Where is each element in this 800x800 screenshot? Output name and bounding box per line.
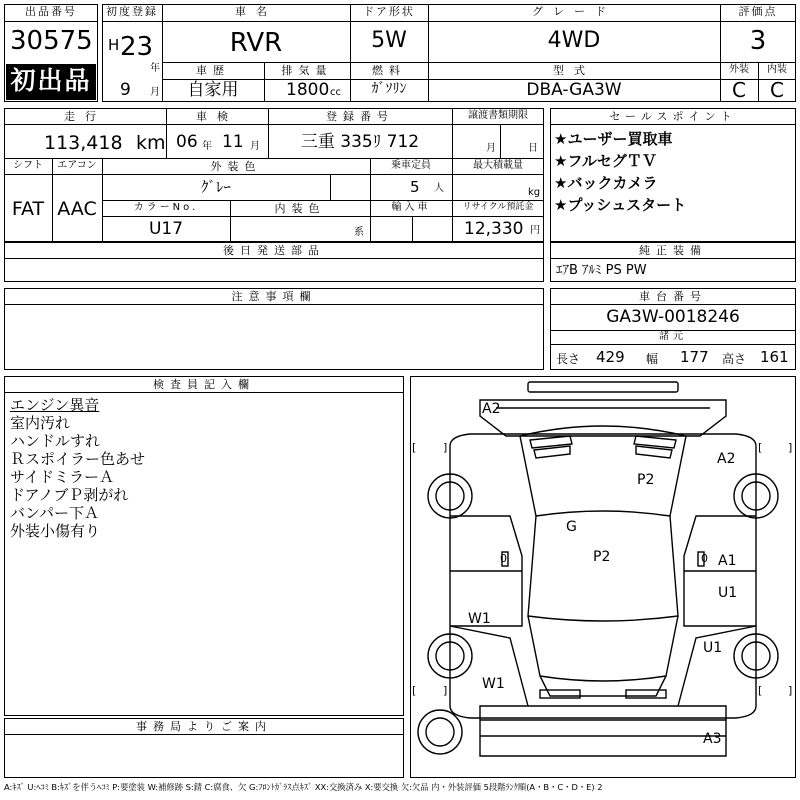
chassis-number: GA3W-0018246	[606, 307, 740, 327]
mark-hood: P2	[637, 472, 655, 488]
inspector-note: ハンドルすれ	[10, 432, 101, 450]
inspector-note: バンパー下Ａ	[10, 504, 99, 522]
inspection-year-unit: 年	[202, 141, 212, 152]
sales-point: ★フルセグＴＶ	[554, 152, 657, 170]
mark-front-right: A2	[717, 451, 736, 467]
width: 177	[680, 348, 709, 366]
displacement: 1800	[286, 80, 330, 100]
reg-month: 9	[120, 80, 131, 100]
grade-label: グレード	[532, 5, 616, 18]
mark-rear: A3	[703, 731, 722, 747]
mark-zero-right: 0	[701, 552, 708, 565]
color-label: 外装色	[210, 160, 262, 173]
height: 161	[760, 348, 789, 366]
mileage-label: 走行	[64, 110, 106, 123]
load-unit: kg	[528, 187, 541, 198]
first-reg-label: 初度登録	[106, 5, 158, 18]
sales-point: ★プッシュスタート	[554, 196, 687, 214]
grade: 4WD	[547, 28, 601, 53]
mark-left-door: W1	[468, 611, 491, 627]
transfer-month-unit: 月	[486, 143, 496, 154]
length-label: 長さ	[556, 352, 581, 366]
lot-number: 30575	[10, 26, 93, 56]
ac: AAC	[57, 198, 97, 220]
later-parts-label: 後日発送部品	[223, 244, 325, 257]
shift: FAT	[11, 198, 45, 220]
load-label: 最大積載量	[473, 160, 523, 171]
capacity: 5	[410, 178, 420, 196]
recycle-label: リサイクル預託金	[462, 202, 534, 212]
inspector-label: 検査員記入欄	[153, 378, 255, 391]
recycle: 12,330	[464, 219, 524, 239]
inspector-note: サイドミラーＡ	[10, 468, 114, 486]
door: 5W	[371, 28, 407, 53]
equipment-value: ｴｱB ｱﾙﾐ PS PW	[556, 263, 647, 278]
inspector-note: エンジン異音	[10, 396, 100, 414]
score: 3	[749, 26, 767, 56]
model: DBA-GA3W	[526, 80, 622, 100]
notes-label: 注意事項欄	[231, 290, 317, 303]
inspection-label: 車検	[196, 110, 238, 123]
legend: A:ｷｽﾞ U:ﾍｺﾐ B:ｷｽﾞを伴うﾍｺﾐ P:要塗装 W:補修跡 S:錆 C:腐食、欠 G:ﾌﾛﾝﾄｶﾞﾗｽ点ｷｽﾞ XX:交換済み X:要交換 欠:欠品 内・外装評価 5段階ﾗﾝｸ順(A・B・C・D・E) 2	[4, 782, 603, 792]
year-unit: 年	[150, 63, 160, 74]
shift-label: シフト	[13, 160, 43, 171]
era: H	[108, 36, 120, 54]
displacement-unit: cc	[330, 87, 341, 98]
equipment-label: 純正装備	[639, 244, 707, 257]
reg-year: 23	[120, 32, 154, 62]
mileage-unit: km	[136, 132, 166, 154]
first-listing-label: 初出品	[10, 66, 92, 95]
color-no-label: カラーNo.	[133, 202, 199, 213]
mark-right-rear-quarter: U1	[703, 640, 723, 656]
mark-zero-left: 0	[500, 552, 507, 565]
door-label: ドア形状	[363, 5, 415, 18]
bracket-fl2: [	[758, 441, 763, 454]
capacity-unit: 人	[434, 183, 444, 194]
chassis-label: 車台番号	[639, 290, 707, 303]
lot-label: 出品番号	[25, 5, 77, 18]
transfer-label: 譲渡書類期限	[468, 110, 528, 121]
bracket-rl2: [	[758, 684, 763, 697]
history: 自家用	[187, 80, 239, 100]
interior-color-label: 内装色	[274, 202, 326, 215]
reg-no-label: 登録番号	[326, 110, 394, 123]
bracket-rl: [	[412, 684, 417, 697]
exterior-grade: C	[732, 78, 746, 102]
office-label: 事務局よりご案内	[136, 720, 272, 733]
month-unit: 月	[150, 87, 160, 98]
height-label: 高さ	[722, 352, 747, 366]
transfer-day-unit: 日	[528, 143, 538, 154]
length: 429	[596, 348, 625, 366]
bracket-rr: ]	[443, 684, 448, 697]
fuel: ｶﾞｿﾘﾝ	[371, 81, 407, 97]
sales-points	[554, 128, 794, 216]
inspector-note: 室内汚れ	[10, 414, 71, 432]
fuel-label: 燃料	[372, 64, 406, 77]
displacement-label: 排気量	[281, 64, 333, 77]
mark-front-left: A2	[482, 401, 501, 417]
dimensions-label: 諸元	[659, 331, 687, 342]
capacity-label: 乗車定員	[391, 160, 431, 171]
reg-no: 三重 335ﾘ 712	[300, 132, 420, 152]
import-label: 輸入車	[391, 202, 431, 213]
inspection-year: 06	[176, 132, 198, 152]
bracket-fr: ]	[443, 441, 448, 454]
score-label: 評価点	[738, 5, 778, 18]
mileage: 113,418	[44, 132, 123, 154]
inspection-month: 11	[222, 132, 244, 152]
bracket-fl: [	[412, 441, 417, 454]
inspection-month-unit: 月	[250, 141, 260, 152]
mark-right-front-door: A1	[718, 553, 737, 569]
inspector-notes	[10, 396, 400, 540]
inspector-note: Ｒスポイラー色あせ	[10, 450, 146, 468]
details-block	[4, 108, 544, 242]
color-no: U17	[148, 219, 184, 239]
bracket-rr2: ]	[788, 684, 793, 697]
car-name: RVR	[229, 28, 283, 58]
inspector-note: ドアノブＰ剥がれ	[10, 486, 129, 504]
mark-roof: G	[566, 519, 577, 535]
exterior-grade-label: 外装	[729, 64, 749, 75]
sales-label: セールスポイント	[609, 110, 737, 123]
sales-point: ★ユーザー買取車	[554, 130, 673, 148]
interior-color-unit: 系	[354, 227, 364, 238]
recycle-unit: 円	[530, 225, 540, 236]
inspector-note: 外装小傷有り	[10, 522, 101, 540]
mark-roof-2: P2	[593, 549, 611, 565]
car-diagram	[410, 376, 796, 778]
bracket-fr2: ]	[788, 441, 793, 454]
color: ｸﾞﾚｰ	[200, 178, 231, 196]
mark-right-rear-door: U1	[718, 585, 738, 601]
car-name-label: 車名	[235, 5, 277, 18]
history-label: 車歴	[196, 64, 230, 77]
ac-label: エアコン	[57, 160, 97, 171]
sales-point: ★バックカメラ	[554, 174, 658, 192]
mark-left-rear: W1	[482, 676, 505, 692]
interior-grade: C	[770, 78, 784, 102]
model-label: 型式	[553, 64, 595, 77]
width-label: 幅	[646, 352, 659, 366]
interior-grade-label: 内装	[767, 64, 787, 75]
